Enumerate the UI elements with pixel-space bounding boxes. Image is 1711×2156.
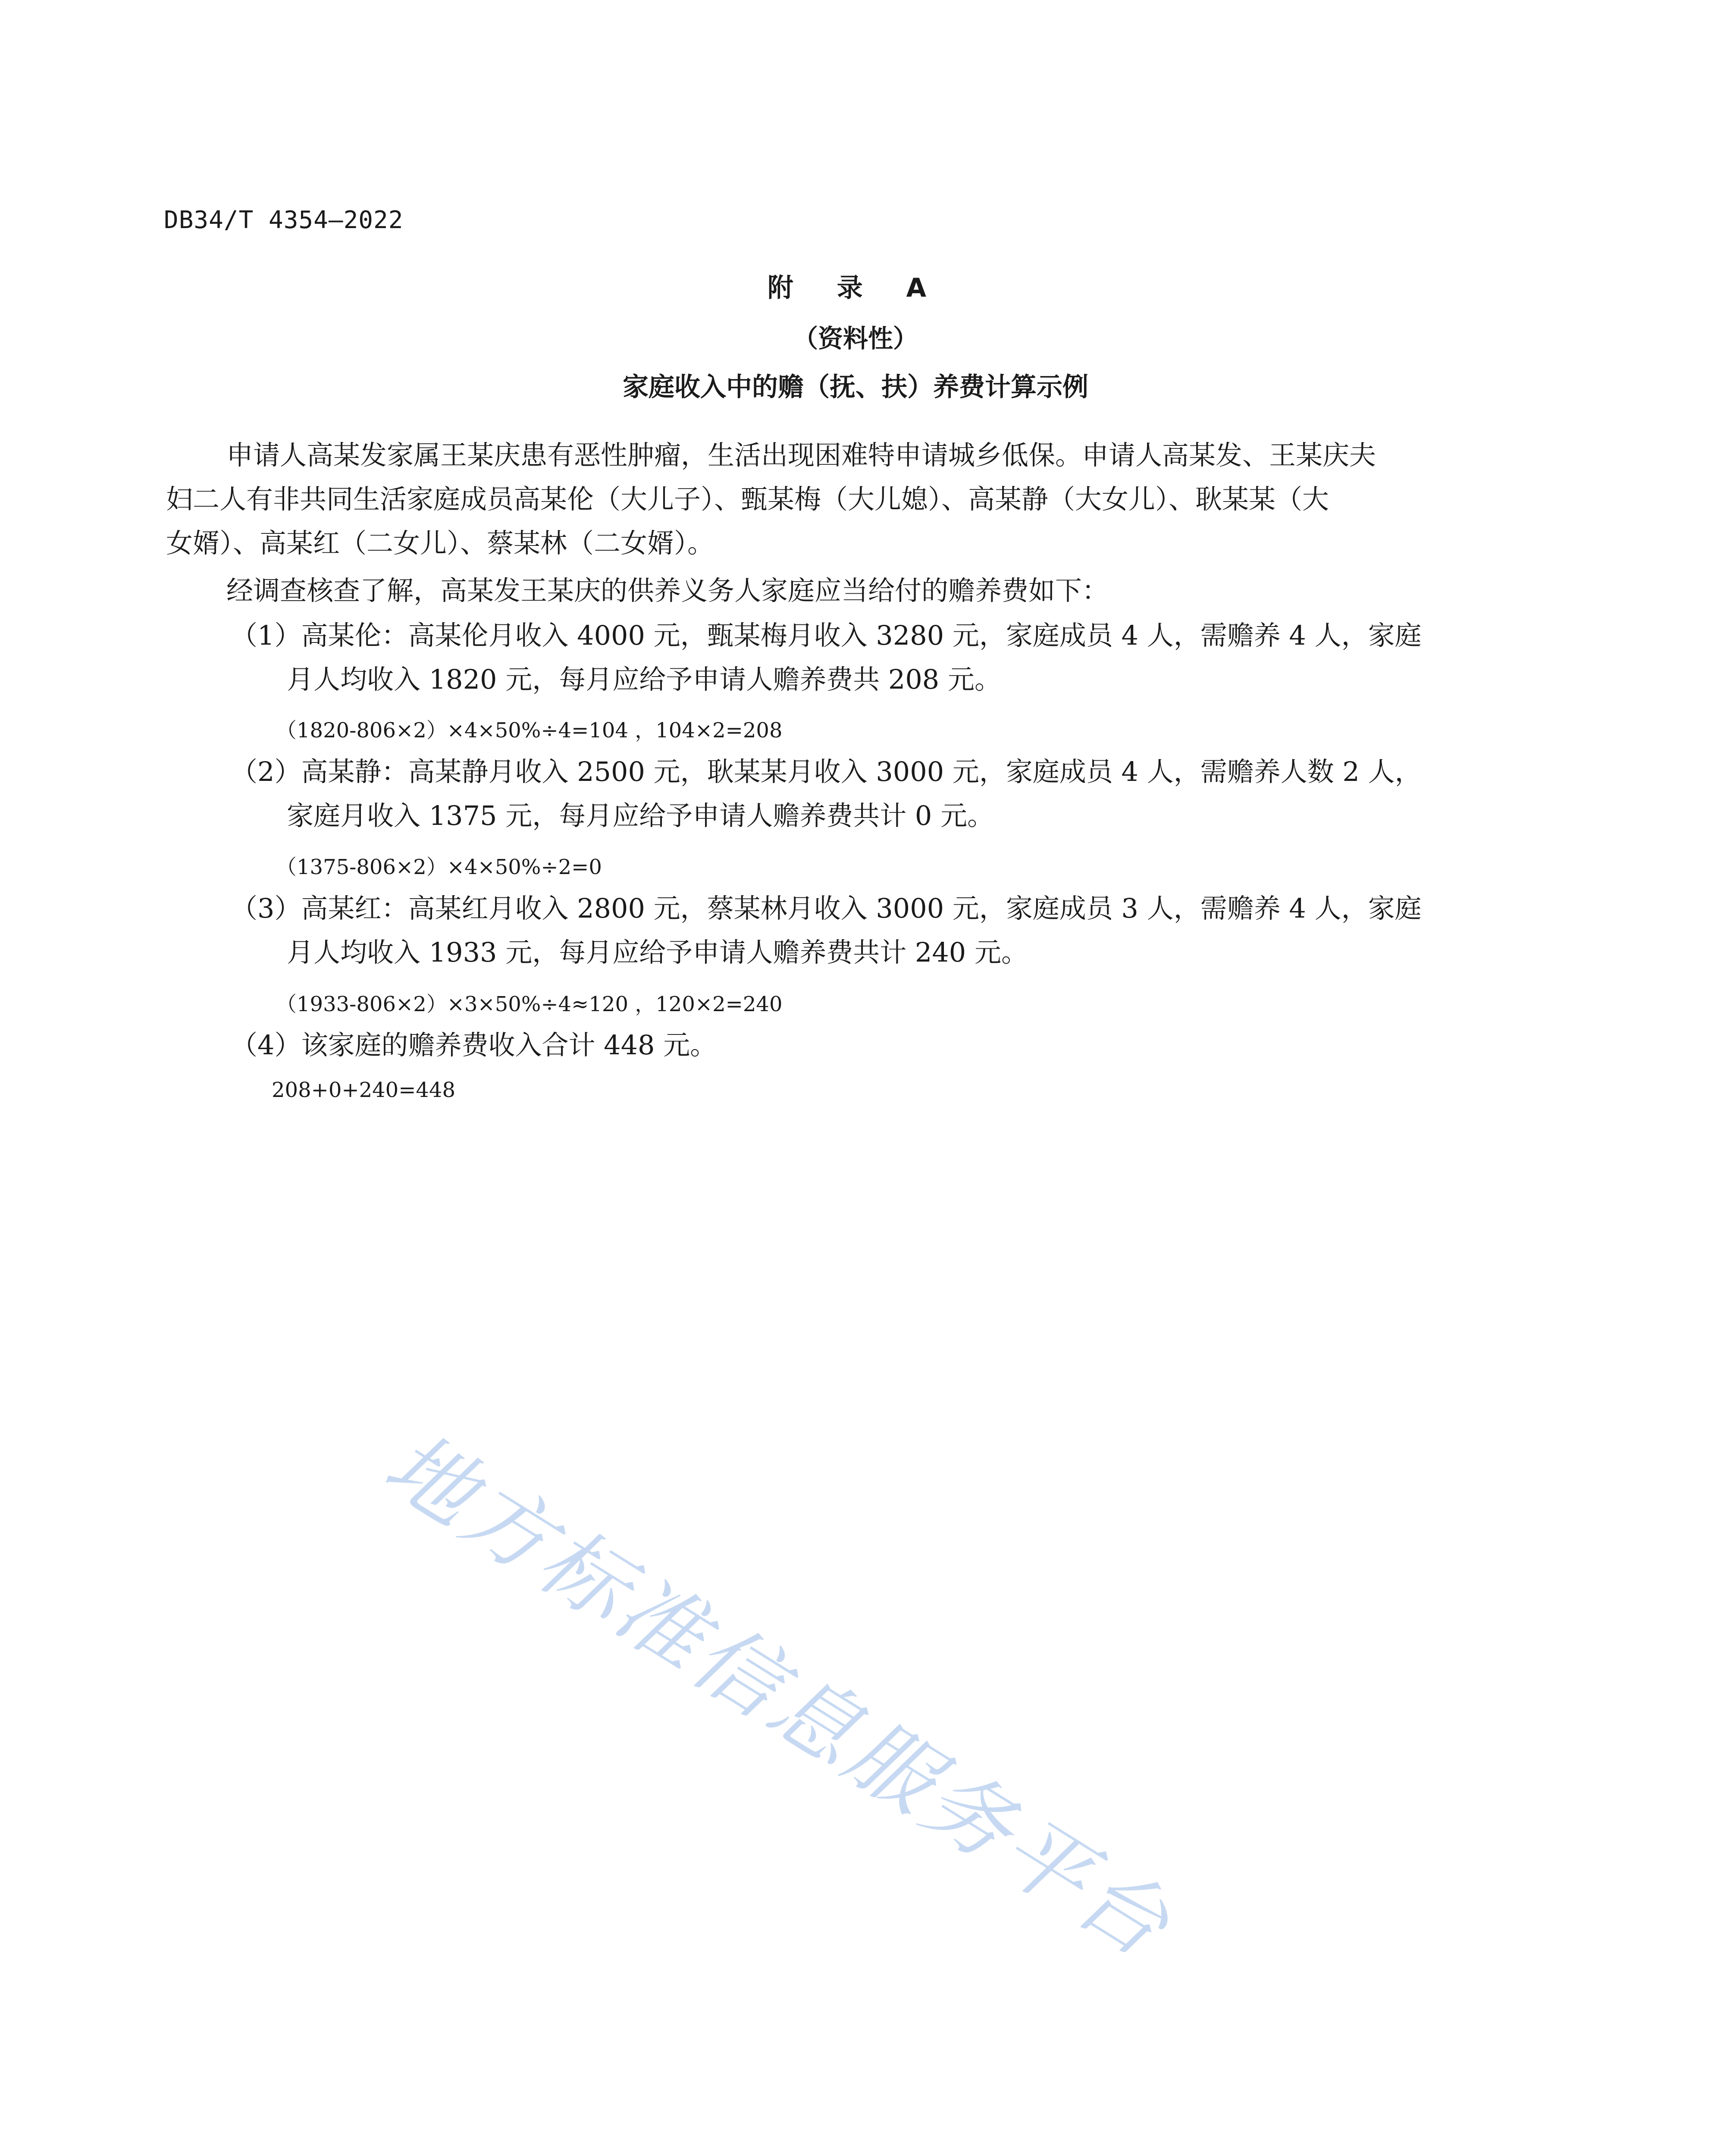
item-4-formula: 208+0+240=448 — [272, 1078, 456, 1102]
item-1-line-1: （1）高某伦：高某伦月收入 4000 元，甄某梅月收入 3280 元，家庭成员 4 人，需赡养 4 人，家庭 — [231, 620, 1422, 651]
item-4-line-1: （4）该家庭的赡养费收入合计 448 元。 — [231, 1029, 717, 1061]
appendix-nature: （资料性） — [793, 324, 918, 353]
item-3-line-1: （3）高某红：高某红月收入 2800 元，蔡某林月收入 3000 元，家庭成员 3 人，需赡养 4 人，家庭 — [231, 893, 1422, 924]
intro-line-2: 妇二人有非共同生活家庭成员高某伦（大儿子）、甄某梅（大儿媳）、高某静（大女儿）、耿某某（大 — [166, 483, 1329, 515]
intro-line-1: 申请人高某发家属王某庆患有恶性肿瘤，生活出现困难特申请城乡低保。申请人高某发、王某庆夫 — [226, 439, 1376, 471]
item-3-line-2: 月人均收入 1933 元，每月应给予申请人赡养费共计 240 元。 — [287, 937, 1028, 968]
survey-line: 经调查核查了解，高某发王某庆的供养义务人家庭应当给付的赡养费如下： — [226, 575, 1109, 606]
item-1-formula: （1820-806×2）×4×50%÷4=104 ，104×2=208 — [276, 718, 783, 743]
item-3-formula: （1933-806×2）×3×50%÷4≈120 ，120×2=240 — [276, 992, 783, 1016]
intro-line-3: 女婿）、高某红（二女儿）、蔡某林（二女婿）。 — [166, 527, 714, 559]
appendix-title: 附 录 A — [767, 273, 944, 303]
item-2-line-1: （2）高某静：高某静月收入 2500 元，耿某某月收入 3000 元，家庭成员 4 人，需赡养人数 2 人， — [231, 756, 1422, 787]
standard-code: DB34/T 4354—2022 — [164, 206, 404, 234]
item-2-formula: （1375-806×2）×4×50%÷2=0 — [276, 855, 602, 879]
item-1-line-2: 月人均收入 1820 元，每月应给予申请人赡养费共 208 元。 — [287, 664, 1001, 695]
appendix-main-title: 家庭收入中的赡（抚、扶）养费计算示例 — [623, 372, 1088, 402]
watermark: 地方标准信息服务平台 — [368, 1413, 1189, 1978]
item-2-line-2: 家庭月收入 1375 元，每月应给予申请人赡养费共计 0 元。 — [287, 800, 994, 831]
